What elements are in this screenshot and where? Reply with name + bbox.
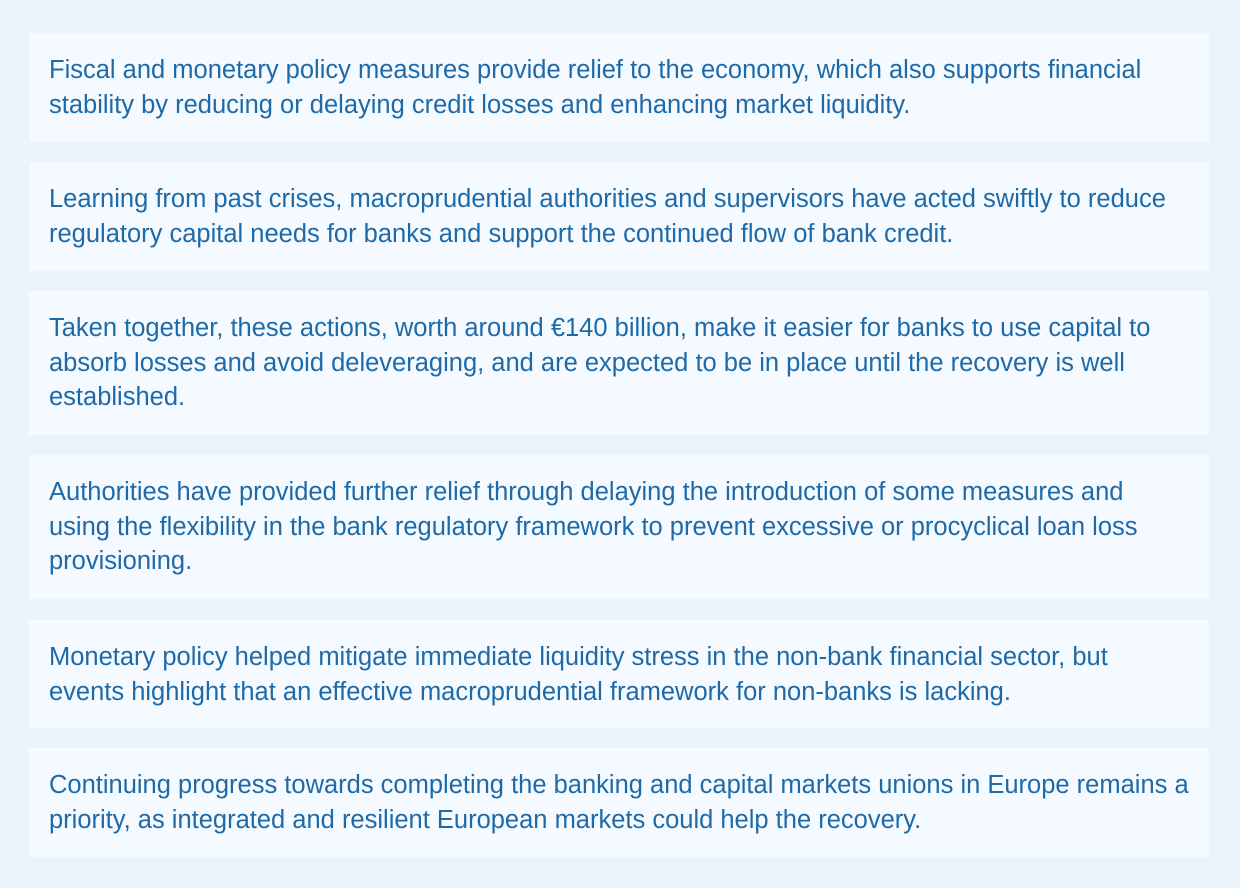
message-text: Learning from past crises, macroprudential authorities and supervisors have acted swiftly to reduce regulatory capital needs for banks and support the continued flow of bank credit. — [49, 185, 1166, 248]
message-box-combined-actions — [29, 291, 1209, 435]
message-text: Monetary policy helped mitigate immediate liquidity stress in the non-bank financial sector, but events highlight that an effective macroprudential framework for non-banks is lacking. — [49, 643, 1108, 706]
message-box-further-relief — [29, 455, 1209, 599]
message-text: Fiscal and monetary policy measures provide relief to the economy, which also supports financial stability by reducing or delaying credit losses and enhancing market liquidity. — [49, 56, 1142, 119]
message-box-fiscal-monetary — [29, 33, 1209, 142]
message-text: Continuing progress towards completing the banking and capital markets unions in Europe remains a priority, as integrated and resilient European markets could help the recovery. — [49, 771, 1189, 834]
message-text: Authorities have provided further relief through delaying the introduction of some measures and using the flexibility in the bank regulatory framework to prevent excessive or procyclical loan loss provisioning. — [49, 478, 1138, 575]
message-text: Taken together, these actions, worth around €140 billion, make it easier for banks to use capital to absorb losses and avoid deleveraging, and are expected to be in place until the recovery is well established. — [49, 314, 1151, 411]
message-box-non-bank — [29, 620, 1209, 728]
message-box-unions — [29, 748, 1209, 857]
message-box-macroprudential — [29, 162, 1209, 271]
